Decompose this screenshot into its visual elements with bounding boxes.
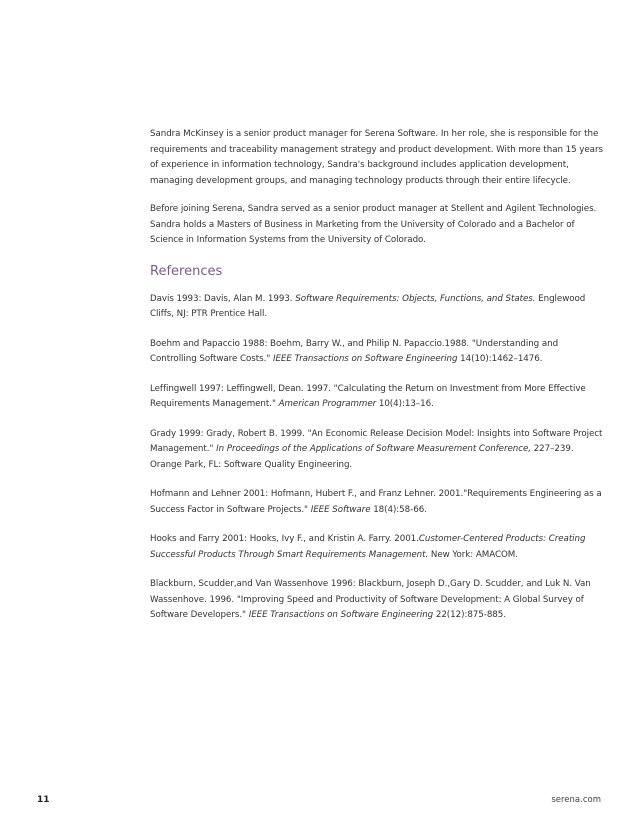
page-number: 11 bbox=[37, 795, 50, 805]
reference-text: 22(12):875-885. bbox=[433, 610, 506, 620]
bio-paragraph-2: Before joining Serena, Sandra served as a senior product manager at Stellent and Agilent Technologies. Sandra holds a Masters of Business in Marketing from the University of Colorado and a Bachelor of Science in Information Systems from the University of Colorado. bbox=[150, 204, 597, 245]
reference-item bbox=[150, 487, 605, 518]
reference-title: IEEE Transactions on Software Engineering bbox=[248, 610, 434, 620]
reference-text: Hooks and Farry 2001: Hooks, Ivy F., and Kristin A. Farry. 2001. bbox=[150, 534, 419, 544]
reference-text: 14(10):1462–1476. bbox=[457, 354, 543, 364]
reference-text: Leffingwell 1997: Leffingwell, Dean. 1997. "Calculating the Return on Investment from More Effective Requirements Management." bbox=[150, 383, 586, 409]
reference-text: 18(4):58-66. bbox=[370, 504, 427, 515]
reference-item bbox=[150, 337, 605, 368]
reference-text: Grady 1999: Grady, Robert B. 1999. "An Economic Release Decision Model: Insights into Software Project Management." bbox=[150, 428, 603, 454]
reference-item bbox=[150, 577, 605, 624]
reference-text: Englewood Cliffs, NJ: PTR Prentice Hall. bbox=[150, 293, 586, 319]
page-content bbox=[150, 127, 605, 638]
reference-title: Customer-Centered Products: Creating Successful Products Through Smart Requirements Management. bbox=[150, 534, 586, 560]
reference-text: New York: AMACOM. bbox=[428, 549, 518, 560]
references-heading: References bbox=[150, 263, 223, 279]
reference-title: American Programmer bbox=[278, 399, 377, 409]
reference-text: Boehm and Papaccio 1988: Boehm, Barry W., and Philip N. Papaccio.1988. "Understanding and Controlling Software Costs." bbox=[150, 338, 559, 364]
reference-title: In Proceedings of the Applications of Software Measurement Conference, bbox=[216, 444, 531, 454]
reference-item bbox=[150, 382, 605, 413]
reference-text: 10(4):13–16. bbox=[376, 399, 434, 409]
reference-title: Software Requirements: Objects, Functions, and States. bbox=[295, 293, 536, 304]
reference-item bbox=[150, 532, 605, 563]
reference-text: Hofmann and Lehner 2001: Hofmann, Hubert F., and Franz Lehner. 2001."Requirements Engineering as a Success Factor in Software Projects." bbox=[150, 489, 602, 515]
reference-title: IEEE Software bbox=[310, 504, 371, 515]
reference-item bbox=[150, 292, 605, 323]
footer-site-link[interactable]: serena.com bbox=[551, 795, 601, 805]
bio-paragraph-1: Sandra McKinsey is a senior product manager for Serena Software. In her role, she is responsible for the requirements and traceability management strategy and product development. With more than 15 years of experience in information technology, Sandra's background includes application development, managing development groups, and managing technology products through their entire lifecycle. bbox=[150, 129, 603, 186]
reference-item bbox=[150, 427, 605, 474]
reference-text: Blackburn, Scudder,and Van Wassenhove 1996: Blackburn, Joseph D.,Gary D. Scudder, and Luk N. Van Wassenhove. 1996. "Improving Speed and Productivity of Software Development: A Global Survey of Software Developers." bbox=[150, 579, 591, 620]
reference-text: 227–239. Orange Park, FL: Software Quality Engineering. bbox=[150, 444, 574, 470]
reference-text: Davis 1993: Davis, Alan M. 1993. bbox=[150, 293, 296, 304]
reference-title: IEEE Transactions on Software Engineering bbox=[272, 354, 458, 364]
